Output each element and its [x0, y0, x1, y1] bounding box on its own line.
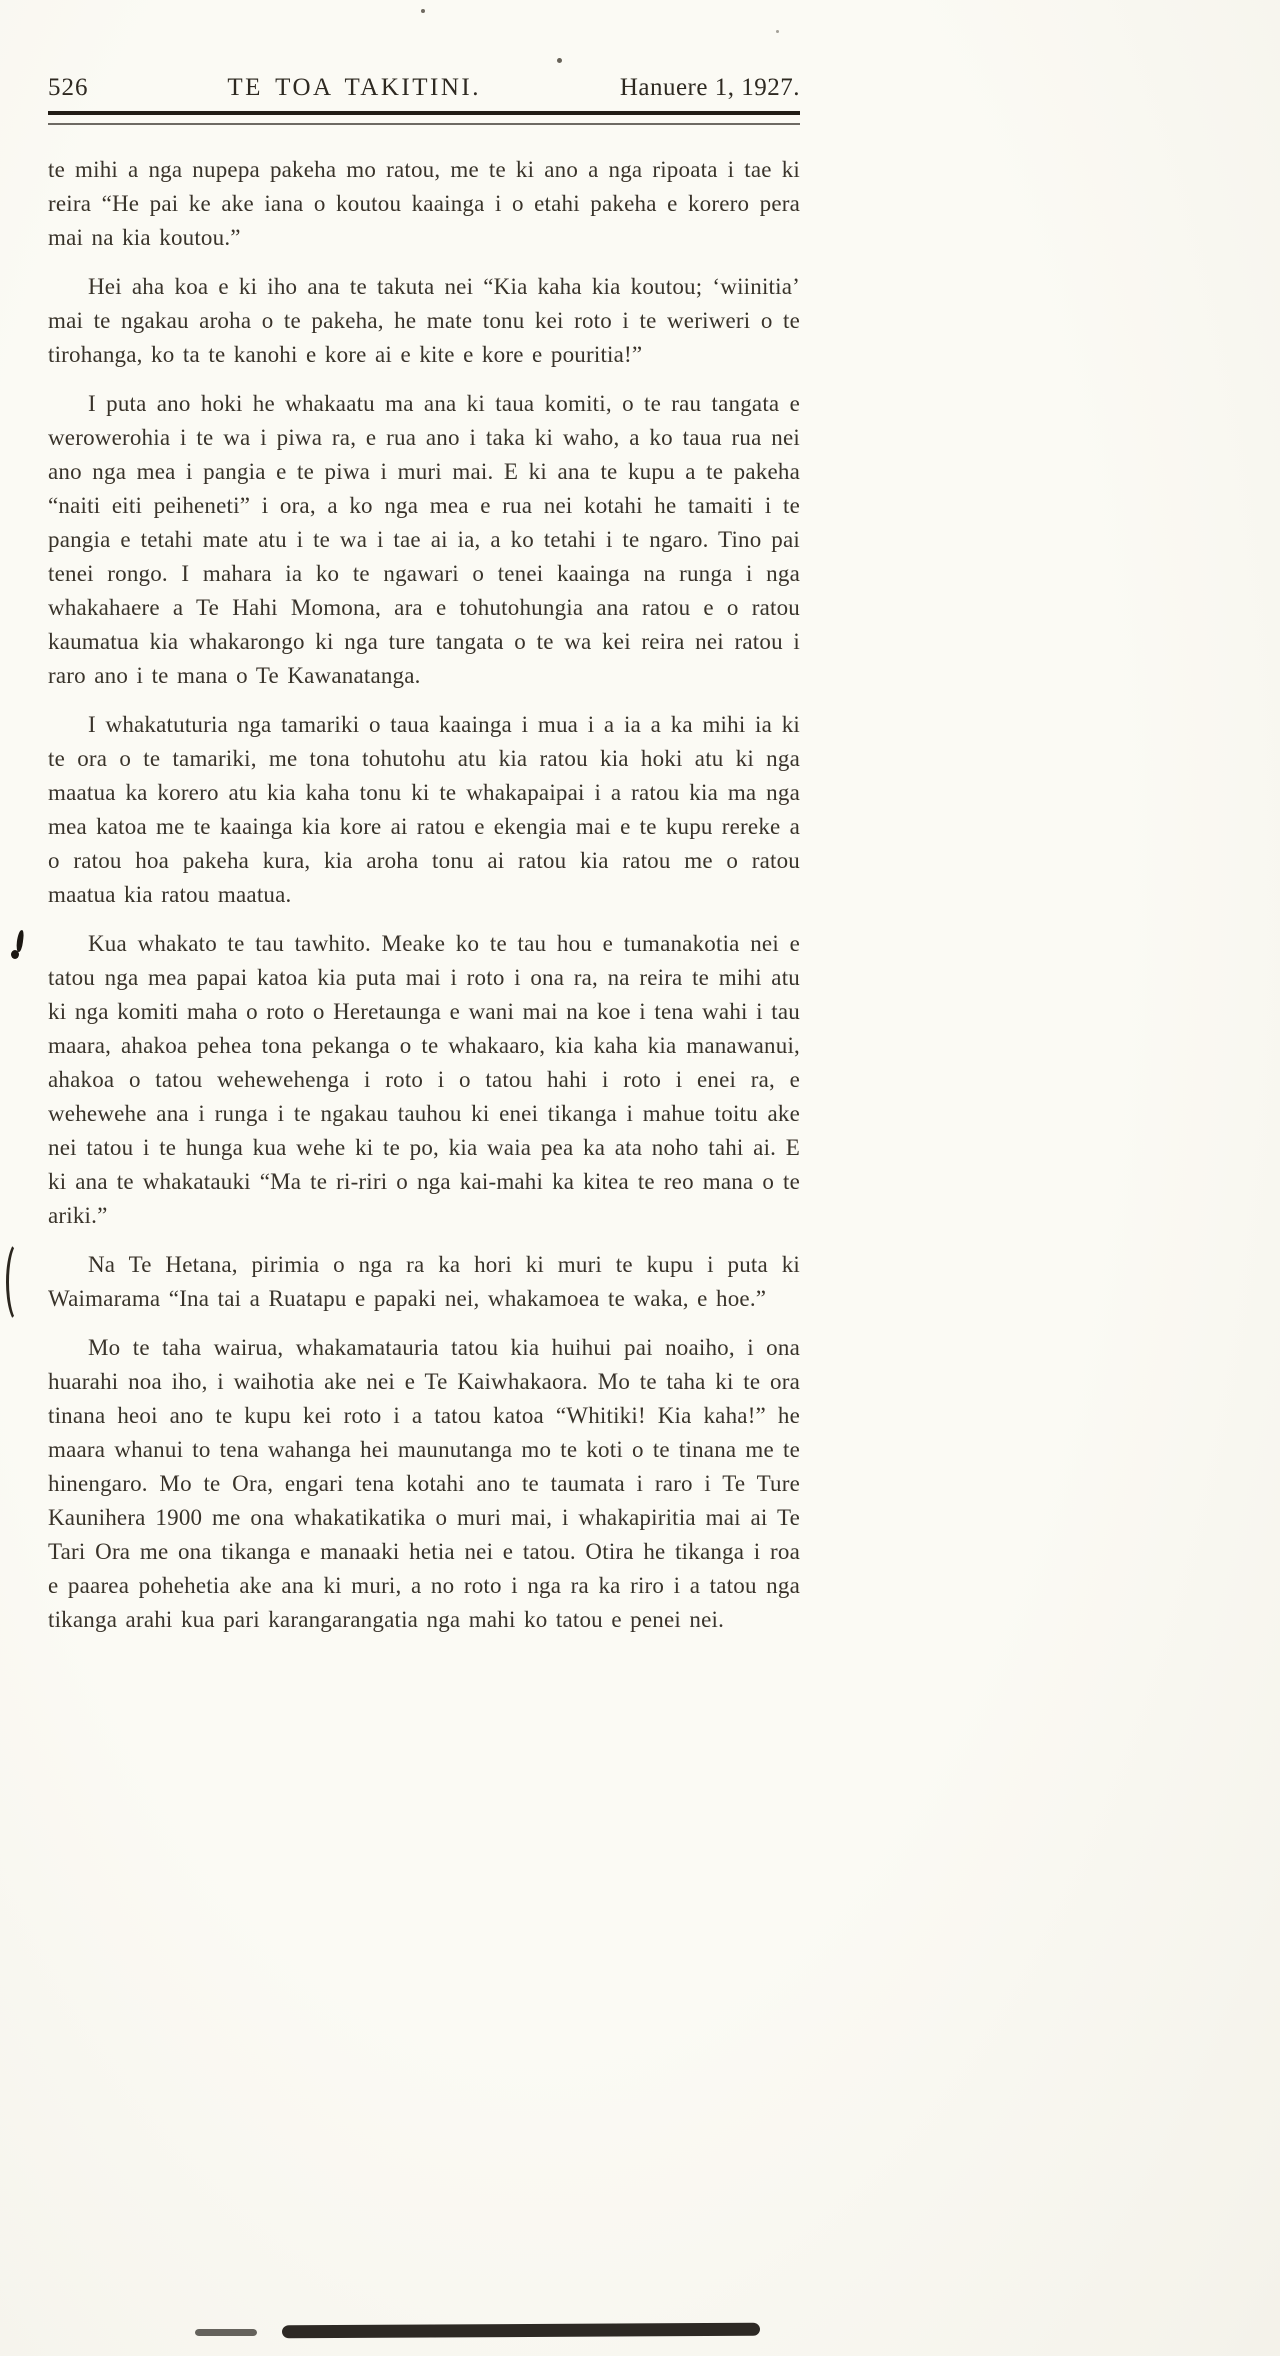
paragraph-block	[48, 927, 800, 1233]
scan-speck	[557, 58, 562, 63]
header-rule	[48, 111, 800, 125]
scan-speck	[421, 9, 425, 13]
page-edge-smudge-small	[195, 2329, 257, 2336]
scan-speck	[776, 30, 779, 33]
paragraph-block	[48, 1331, 800, 1637]
page-edge-smudge	[282, 2323, 760, 2339]
paragraph-block	[48, 708, 800, 912]
ink-blot-stroke	[16, 930, 25, 953]
issue-date: Hanuere 1, 1927.	[619, 74, 800, 101]
paragraph: I puta ano hoki he whakaatu ma ana ki taua komiti, o te rau tangata e werowerohia i te wa i piwa ra, e rua ano i taka ki waho, a ko taua rua nei ano nga mea i pangia e te piwa i muri mai. E ki ana te kupu a te pakeha “naiti eiti peiheneti” i ora, a ko nga mea e rua nei kotahi he tamaiti i te pangia e tetahi mate atu i te wa i tae ai ia, a ko tetahi i te ngaro. Tino pai tenei rongo. I mahara ia ko te ngawari o tenei kaainga na runga i nga whakahaere a Te Hahi Momona, ara e tohutohungia ana ratou e o ratou kaumatua kia whakarongo ki nga ture tangata o te wa kei reira nei ratou i raro ano i te mana o Te Kawanatanga.	[48, 391, 800, 688]
paragraph: Hei aha koa e ki iho ana te takuta nei “Kia kaha kia koutou; ‘wiinitia’ mai te ngakau aroha o te pakeha, he mate tonu kei roto i te weriweri o te tirohanga, ko ta te kanohi e kore ai e kite e kore e pouritia!”	[48, 274, 800, 367]
paragraph-block	[48, 153, 800, 255]
paragraph: Na Te Hetana, pirimia o nga ra ka hori ki muri te kupu i puta ki Waimarama “Ina tai a Ruatapu e papaki nei, whakamoea te waka, e hoe.”	[48, 1252, 800, 1311]
margin-bracket-artifact	[6, 1240, 32, 1324]
ink-blot-dot	[11, 950, 19, 959]
paragraph: Kua whakato te tau tawhito. Meake ko te tau hou e tumanakotia nei e tatou nga mea papai katoa kia puta mai i roto i ona ra, na reira te mihi atu ki nga komiti maha o roto o Heretaunga e wani mai na koe i tena wahi i tau maara, ahakoa pehea tona pekanga o te whakaaro, kia kaha kia manawanui, ahakoa o tatou wehewehenga i roto i o tatou hahi i roto i enei ra, e wehewehe ana i runga i te ngakau tauhou ki enei tikanga i mahue toitu ake nei tatou i te hunga kua wehe ki te po, kia waia pea ka ata noho tahi ai. E ki ana te whakatauki “Ma te ri-riri o nga kai-mahi ka kitea te reo mana o te ariki.”	[48, 931, 800, 1228]
page-number: 526	[48, 74, 89, 101]
ink-blot-artifact	[10, 930, 26, 960]
paragraph: Mo te taha wairua, whakamatauria tatou kia huihui pai noaiho, i ona huarahi noa iho, i waihotia ake nei e Te Kaiwhakaora. Mo te taha ki te ora tinana heoi ano te kupu kei roto i a tatou katoa “Whitiki! Kia kaha!” he maara whanui to tena wahanga hei maunutanga mo te koti o te tinana me te hinengaro. Mo te Ora, engari tena kotahi ano te taumata i raro i Te Ture Kaunihera 1900 me ona whakatikatika o muri mai, i whakapiritia mai ai Te Tari Ora me ona tikanga e manaaki hetia nei e tatou. Otira he tikanga i roa e paarea pohehetia ake ana ki muri, a no roto i nga ra ka riro i a tatou nga tikanga arahi kua pari karangarangatia nga mahi ko tatou e penei nei.	[48, 1335, 800, 1632]
paragraph-block	[48, 1248, 800, 1316]
page-content	[48, 74, 800, 1652]
article-body	[48, 153, 800, 1637]
paragraph-block	[48, 387, 800, 693]
publication-title: TE TOA TAKITINI.	[227, 74, 481, 101]
running-head	[48, 74, 800, 102]
paragraph: I whakatuturia nga tamariki o taua kaainga i mua i a ia a ka mihi ia ki te ora o te tamariki, me tona tohutohu atu kia ratou kia hoki atu ki nga maatua ka korero atu kia kaha tonu ki te whakapaipai i a ratou kia ma nga mea katoa me te kaainga kia kore ai ratou e ekengia mai e te kupu rereke a o ratou hoa pakeha kura, kia aroha tonu ai ratou kia ratou me o ratou maatua kia ratou maatua.	[48, 712, 800, 907]
paragraph-block	[48, 270, 800, 372]
paragraph: te mihi a nga nupepa pakeha mo ratou, me te ki ano a nga ripoata i tae ki reira “He pai ke ake iana o koutou kaainga i o etahi pakeha e korero pera mai na kia koutou.”	[48, 157, 800, 250]
